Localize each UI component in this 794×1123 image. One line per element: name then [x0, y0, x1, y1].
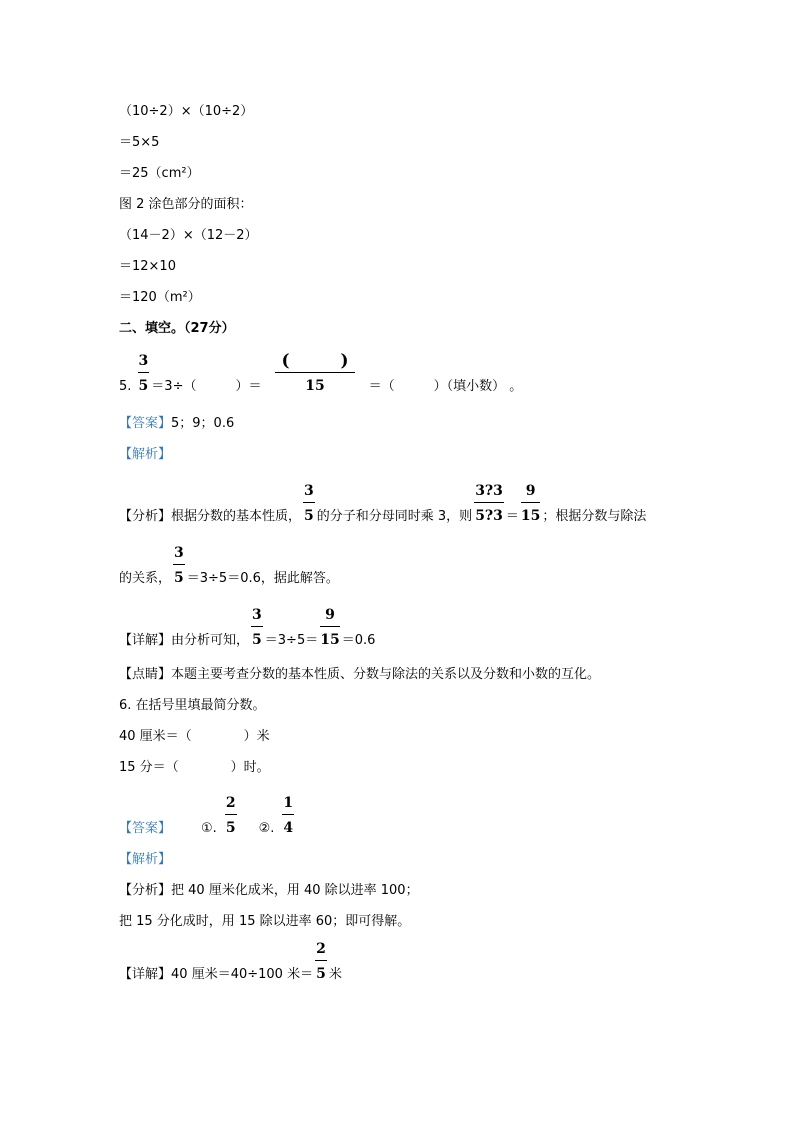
calc-line: ＝12×10 — [119, 259, 176, 274]
section-title: 二、填空。（27分） — [119, 321, 235, 336]
denominator: 5 — [252, 632, 262, 648]
fenxi-label: 【分析】 — [119, 883, 172, 898]
question-6-line: 40 厘米＝（ ）米 — [119, 729, 270, 744]
text: ；根据分数与除法 — [542, 509, 647, 524]
fraction — [315, 940, 327, 983]
question-5 — [119, 352, 522, 397]
text: ＝3÷5＝ — [264, 633, 319, 648]
fraction — [251, 606, 263, 649]
fenxi-line-2: 把 15 分化成时，用 15 除以进率 60；即可得解。 — [119, 914, 411, 929]
fraction — [303, 482, 315, 525]
text: 根据分数的基本性质， — [171, 509, 302, 524]
calc-line: （14－2）×（12－2） — [119, 228, 258, 243]
numerator: 3 — [303, 482, 315, 503]
text: 把 40 厘米化成米，用 40 除以进率 100； — [171, 883, 419, 898]
denominator: 15 — [320, 632, 340, 648]
question-number: 5. — [119, 379, 132, 394]
denominator: 5 — [138, 378, 149, 394]
denominator: 15 — [305, 378, 325, 394]
dianjing-line — [119, 665, 600, 685]
numerator: 3?3 — [474, 482, 504, 503]
answer-label: 【答案】 — [119, 416, 172, 431]
numerator: 2 — [315, 940, 327, 961]
fraction — [138, 352, 150, 395]
fraction — [320, 606, 339, 649]
text: 40 厘米＝40÷100 米＝ — [171, 967, 314, 982]
numerator: 9 — [320, 606, 339, 627]
calc-line: （10÷2）×（10÷2） — [119, 104, 254, 119]
fraction — [521, 482, 540, 525]
text: ＝0.6 — [341, 633, 376, 648]
calc-line: ＝120（m²） — [119, 290, 201, 305]
text: 由分析可知， — [171, 633, 250, 648]
text: 本题主要考查分数的基本性质、分数与除法的关系以及分数和小数的互化。 — [171, 667, 601, 682]
text: 米 — [328, 967, 342, 982]
answer-label: 【答案】 — [119, 821, 172, 836]
calc-line: ＝25（cm²） — [119, 166, 200, 181]
fenxi-line-2 — [119, 544, 339, 589]
answer-mark: ②. — [258, 821, 275, 836]
calc-line: 图 2 涂色部分的面积： — [119, 197, 253, 212]
denominator: 4 — [283, 820, 294, 836]
numerator: 3 — [138, 352, 150, 373]
text: 的分子和分母同时乘 3，则 — [316, 509, 473, 524]
analysis-label: 【解析】 — [119, 447, 172, 462]
xiangjie-line — [119, 606, 375, 651]
fraction — [474, 482, 504, 525]
fenxi-label: 【分析】 — [119, 509, 172, 524]
numerator: 2 — [225, 794, 237, 815]
denominator: 5?3 — [475, 508, 503, 524]
answer-text: 5；9；0.6 — [171, 416, 235, 431]
text: ＝ — [505, 509, 519, 524]
denominator: 5 — [304, 508, 314, 524]
fenxi-line — [119, 881, 419, 901]
period: 。 — [509, 379, 523, 394]
xiangjie-line — [119, 940, 342, 985]
analysis-label: 【解析】 — [119, 852, 172, 867]
denominator: 15 — [520, 508, 541, 524]
fenxi-line — [119, 482, 646, 527]
numerator: 3 — [251, 606, 263, 627]
denominator: 5 — [316, 966, 326, 982]
equation-text: ＝（ ）（填小数） — [368, 379, 506, 394]
denominator: 5 — [174, 570, 184, 586]
text: 的关系， — [119, 571, 172, 586]
answer-line — [119, 414, 234, 434]
question-6-line: 15 分＝（ ）时。 — [119, 760, 270, 775]
numerator: ( ) — [275, 352, 354, 373]
question-6-title: 6. 在括号里填最简分数。 — [119, 698, 266, 713]
equation-text: ＝3÷（ ）＝ — [151, 379, 262, 394]
calc-line: ＝5×5 — [119, 135, 160, 150]
numerator: 1 — [282, 794, 294, 815]
fraction-blank — [275, 352, 354, 395]
dianjing-label: 【点睛】 — [119, 667, 172, 682]
numerator: 3 — [173, 544, 185, 565]
text: ＝3÷5＝0.6，据此解答。 — [186, 571, 339, 586]
fraction — [225, 794, 237, 837]
xiangjie-label: 【详解】 — [119, 633, 172, 648]
denominator: 5 — [225, 820, 236, 836]
fraction — [282, 794, 294, 837]
xiangjie-label: 【详解】 — [119, 967, 172, 982]
answer-line — [119, 794, 302, 839]
numerator: 9 — [521, 482, 540, 503]
fraction — [173, 544, 185, 587]
answer-mark: ①. — [201, 821, 217, 836]
